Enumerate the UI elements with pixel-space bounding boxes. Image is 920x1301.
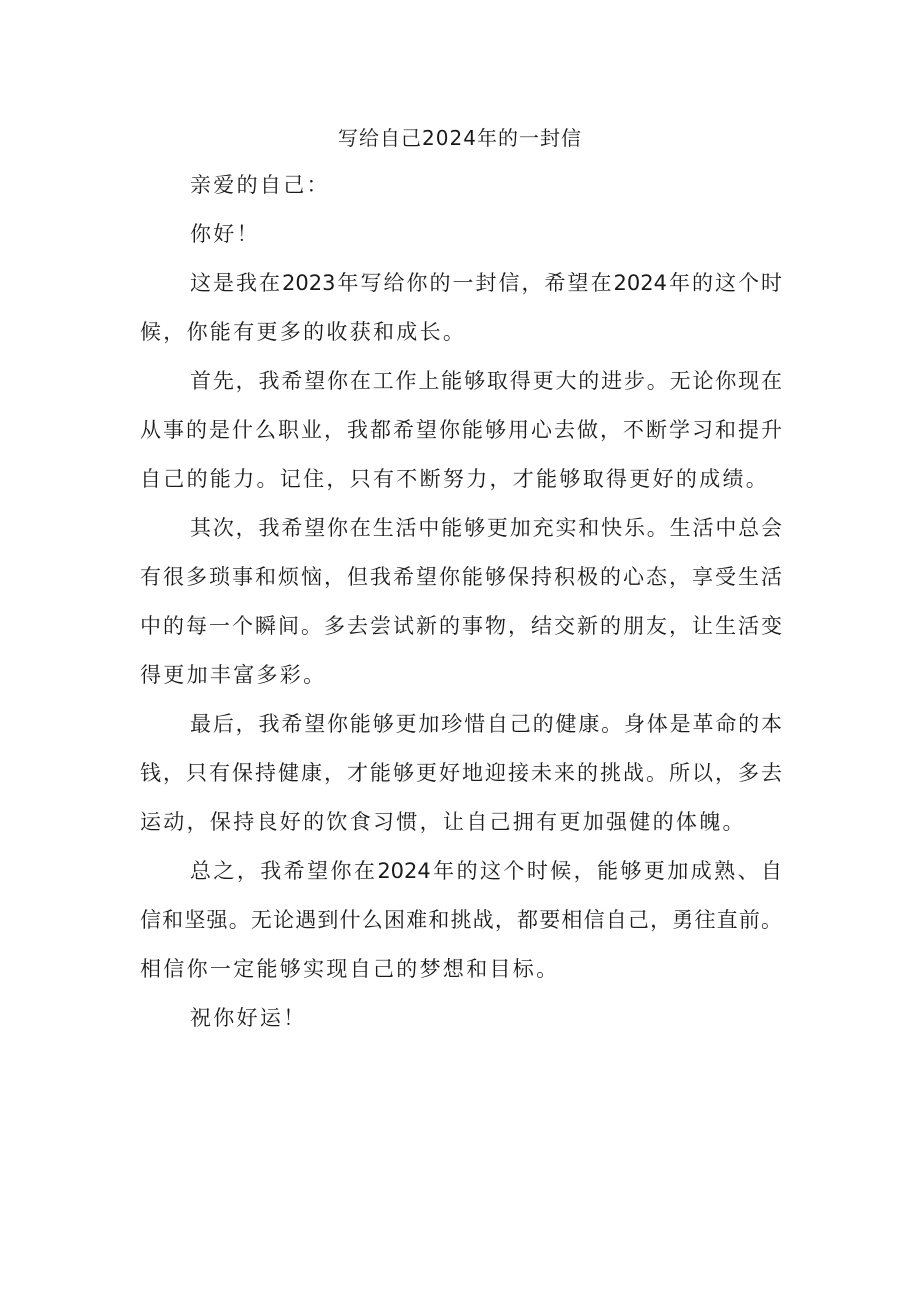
letter-body — [140, 165, 782, 1047]
salutation: 亲爱的自己： — [190, 173, 330, 197]
paragraph-2-line-1: 首先，我希望你在工作上能够取得更大的进步。无论你现在 — [190, 369, 782, 393]
paragraph-3-line-2: 有很多琐事和烦恼，但我希望你能够保持积极的心态，享受生活 — [140, 565, 782, 589]
paragraph-3-line-1: 其次，我希望你在生活中能够更加充实和快乐。生活中总会 — [190, 516, 782, 540]
paragraph-3-line-4: 得更加丰富多彩。 — [140, 663, 327, 687]
paragraph-5-line-3: 相信你一定能够实现自己的梦想和目标。 — [140, 957, 560, 981]
letter-title: 写给自己2024年的一封信 — [338, 126, 582, 150]
closing: 祝你好运！ — [190, 1006, 307, 1030]
greeting: 你好！ — [190, 222, 260, 246]
paragraph-5-line-2: 信和坚强。无论遇到什么困难和挑战，都要相信自己，勇往直前。 — [140, 908, 782, 932]
paragraph-4-line-3: 运动，保持良好的饮食习惯，让自己拥有更加强健的体魄。 — [140, 810, 746, 834]
paragraph-4-line-2: 钱，只有保持健康，才能够更好地迎接未来的挑战。所以，多去 — [140, 761, 782, 785]
paragraph-5-line-1: 总之，我希望你在2024年的这个时候，能够更加成熟、自 — [190, 859, 782, 883]
paragraph-1-line-2: 候，你能有更多的收获和成长。 — [140, 320, 467, 344]
paragraph-4-line-1: 最后，我希望你能够更加珍惜自己的健康。身体是革命的本 — [190, 712, 782, 736]
paragraph-2-line-3: 自己的能力。记住，只有不断努力，才能够取得更好的成绩。 — [140, 467, 770, 491]
paragraph-3-line-3: 中的每一个瞬间。多去尝试新的事物，结交新的朋友，让生活变 — [140, 614, 782, 638]
paragraph-2-line-2: 从事的是什么职业，我都希望你能够用心去做，不断学习和提升 — [140, 418, 782, 442]
paragraph-1-line-1: 这是我在2023年写给你的一封信，希望在2024年的这个时 — [190, 271, 782, 295]
